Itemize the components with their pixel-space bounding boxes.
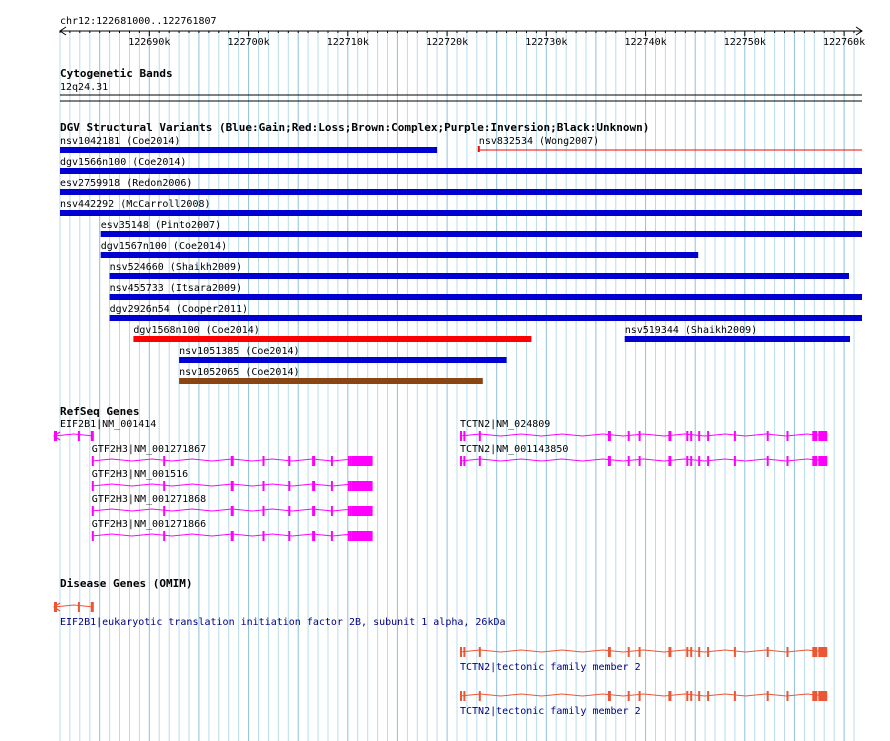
gene-exon — [734, 691, 736, 701]
gene-exon — [91, 431, 94, 441]
gene-exon — [698, 431, 700, 441]
gene-exon — [639, 456, 641, 466]
gene-exon — [163, 506, 165, 516]
gene-exon — [350, 506, 352, 516]
gene-exon — [92, 506, 94, 516]
ruler-tick-label: 122750k — [723, 37, 766, 48]
gene-exon — [668, 456, 671, 466]
dgv-variant-label: nsv519344 (Shaikh2009) — [624, 325, 758, 336]
dgv-variant-label: nsv832534 (Wong2007) — [478, 136, 600, 147]
dgv-variant-bar[interactable] — [60, 147, 437, 153]
refseq-gene-label: TCTN2|NM_024809 — [460, 419, 551, 430]
ruler — [60, 16, 865, 48]
gene-exon — [734, 456, 736, 466]
dgv-variant-label: dgv1566n100 (Coe2014) — [60, 157, 187, 168]
gene-exon — [312, 456, 315, 466]
gene-exon — [787, 691, 789, 701]
gene-exon — [787, 431, 789, 441]
gene-exon — [479, 431, 481, 441]
cytoband-track-title: Cytogenetic Bands — [60, 67, 173, 80]
gene-exon — [734, 431, 736, 441]
dgv-variant-bar[interactable] — [179, 357, 507, 363]
dgv-variant-label: dgv1567n100 (Coe2014) — [100, 241, 228, 252]
gene-exon — [348, 506, 350, 516]
refseq-track — [54, 405, 827, 541]
gene-exon — [352, 506, 373, 516]
gene-exon — [628, 456, 630, 466]
omim-features — [54, 602, 827, 717]
gene-exon — [690, 456, 692, 466]
dgv-track-title: DGV Structural Variants (Blue:Gain;Red:Loss;Brown:Complex;Purple:Inversion;Black:Unknown) — [60, 121, 650, 134]
gene-exon — [352, 456, 373, 466]
ruler-tick-label: 122690k — [128, 37, 171, 48]
gene-exon — [668, 647, 671, 657]
gene-exon — [78, 431, 80, 441]
ruler-tick-label: 122730k — [525, 37, 568, 48]
gene-exon — [818, 456, 827, 466]
gene-exon — [231, 456, 234, 466]
gene-exon — [628, 691, 630, 701]
gene-model[interactable] — [92, 481, 373, 491]
gene-model[interactable] — [460, 456, 827, 466]
omim-gene-label: TCTN2|tectonic family member 2 — [460, 706, 641, 717]
gene-exon — [767, 691, 769, 701]
gene-exon — [92, 456, 94, 466]
gene-exon — [331, 481, 333, 491]
gene-exon — [686, 647, 688, 657]
refseq-gene-label: GTF2H3|NM_001271868 — [91, 494, 207, 505]
refseq-track-title: RefSeq Genes — [60, 405, 140, 418]
gene-exon — [686, 691, 688, 701]
gene-exon — [463, 647, 465, 657]
gene-exon — [460, 456, 462, 466]
gene-exon — [767, 647, 769, 657]
gene-exon — [163, 481, 165, 491]
dgv-variant-label: nsv1042181 (Coe2014) — [60, 136, 181, 147]
gene-exon — [263, 456, 265, 466]
gene-exon — [348, 531, 350, 541]
gene-exon — [787, 456, 789, 466]
omim-track — [54, 577, 827, 717]
gene-model[interactable] — [460, 691, 827, 701]
gene-exon — [348, 456, 350, 466]
gene-intron — [460, 650, 827, 652]
dgv-variant-label: esv2759918 (Redon2006) — [60, 178, 193, 189]
gene-exon — [331, 531, 333, 541]
dgv-variant-bar[interactable] — [60, 168, 862, 174]
gene-exon — [690, 431, 692, 441]
ruler-tick-label: 122740k — [624, 37, 667, 48]
gene-exon — [767, 456, 769, 466]
omim-track-title: Disease Genes (OMIM) — [60, 577, 193, 590]
gene-exon — [690, 691, 692, 701]
gene-exon — [348, 481, 350, 491]
gene-exon — [479, 691, 481, 701]
ruler-tick-label: 122760k — [823, 37, 866, 48]
gene-exon — [231, 506, 234, 516]
refseq-features — [54, 419, 827, 541]
gene-exon — [707, 431, 709, 441]
ruler-ticks — [60, 27, 865, 48]
gene-exon — [463, 456, 465, 466]
gene-exon — [231, 531, 234, 541]
dgv-variant-label: esv35148 (Pinto2007) — [100, 220, 222, 231]
gene-exon — [288, 456, 290, 466]
ruler-tick-label: 122700k — [227, 37, 270, 48]
gene-intron — [460, 694, 827, 696]
refseq-gene-label: GTF2H3|NM_001271867 — [91, 444, 207, 455]
gene-exon — [818, 691, 827, 701]
gene-exon — [312, 481, 315, 491]
dgv-variant-label: dgv2926n54 (Cooper2011) — [109, 304, 249, 315]
gene-exon — [460, 431, 462, 441]
gene-exon — [812, 456, 817, 466]
gene-exon — [812, 691, 817, 701]
gene-model[interactable] — [460, 431, 827, 441]
omim-gene-label: EIF2B1|eukaryotic translation initiation factor 2B, subunit 1 alpha, 26kDa — [60, 617, 506, 628]
gene-exon — [231, 481, 234, 491]
cytoband-label: 12q24.31 — [60, 82, 109, 93]
dgv-variant-bar[interactable] — [625, 336, 850, 342]
cytoband-track — [60, 67, 862, 101]
gene-exon — [331, 506, 333, 516]
gene-exon — [263, 506, 265, 516]
gene-exon — [628, 431, 630, 441]
gene-exon — [479, 456, 481, 466]
gene-exon — [288, 481, 290, 491]
refseq-gene-label: GTF2H3|NM_001516 — [91, 469, 189, 480]
dgv-variant-bar[interactable] — [101, 252, 699, 258]
gene-exon — [263, 481, 265, 491]
gene-exon — [92, 481, 94, 491]
gene-exon — [91, 602, 94, 612]
gene-exon — [812, 647, 817, 657]
gene-model[interactable] — [460, 647, 827, 657]
gene-exon — [707, 456, 709, 466]
gene-exon — [707, 647, 709, 657]
gene-exon — [608, 456, 611, 466]
gene-exon — [698, 456, 700, 466]
gene-exon — [78, 602, 80, 612]
gene-exon — [812, 431, 817, 441]
gene-exon — [288, 506, 290, 516]
dgv-variant-label: nsv455733 (Itsara2009) — [109, 283, 243, 294]
gene-exon — [312, 531, 315, 541]
gene-exon — [608, 691, 611, 701]
dgv-variant-label: nsv524660 (Shaikh2009) — [109, 262, 243, 273]
refseq-gene-label: TCTN2|NM_001143850 — [460, 444, 569, 455]
gene-exon — [639, 431, 641, 441]
gene-exon — [698, 647, 700, 657]
gene-exon — [767, 431, 769, 441]
dgv-variant-bar[interactable] — [133, 336, 531, 342]
dgv-variant-bar[interactable] — [101, 231, 862, 237]
gene-exon — [668, 691, 671, 701]
gene-exon — [668, 431, 671, 441]
gene-exon — [163, 456, 165, 466]
gene-exon — [163, 531, 165, 541]
dgv-variant-bar[interactable] — [110, 294, 862, 300]
gene-exon — [92, 531, 94, 541]
gene-exon — [734, 647, 736, 657]
gene-exon — [460, 647, 462, 657]
dgv-variant-label: nsv442292 (McCarroll2008) — [60, 199, 211, 210]
dgv-variant-bar[interactable] — [60, 210, 862, 216]
refseq-gene-label: EIF2B1|NM_001414 — [60, 419, 157, 430]
omim-gene-label: TCTN2|tectonic family member 2 — [460, 662, 641, 673]
gene-exon — [350, 531, 352, 541]
dgv-variant-bar[interactable] — [60, 189, 862, 195]
dgv-features — [60, 136, 862, 384]
refseq-gene-label: GTF2H3|NM_001271866 — [91, 519, 207, 530]
gene-exon — [690, 647, 692, 657]
gene-exon — [288, 531, 290, 541]
gene-exon — [818, 647, 827, 657]
gene-exon — [608, 431, 611, 441]
gene-exon — [608, 647, 611, 657]
ruler-tick-label: 122720k — [426, 37, 469, 48]
dgv-variant-bar[interactable] — [179, 378, 483, 384]
gene-intron — [460, 434, 827, 436]
gene-exon — [350, 456, 352, 466]
gene-exon — [628, 647, 630, 657]
gene-exon — [263, 531, 265, 541]
gene-exon — [312, 506, 315, 516]
gene-exon — [639, 691, 641, 701]
gene-exon — [787, 647, 789, 657]
gene-exon — [460, 691, 462, 701]
dgv-track — [60, 121, 862, 384]
dgv-variant-label: nsv1051385 (Coe2014) — [179, 346, 300, 357]
gene-model[interactable] — [92, 456, 373, 466]
gene-exon — [331, 456, 333, 466]
gene-exon — [686, 456, 688, 466]
dgv-variant-bar[interactable] — [110, 273, 849, 279]
region-label: chr12:122681000..122761807 — [60, 16, 217, 27]
dgv-variant-label: dgv1568n100 (Coe2014) — [133, 325, 260, 336]
gene-model[interactable] — [92, 506, 373, 516]
gene-model[interactable] — [92, 531, 373, 541]
dgv-variant-bar[interactable] — [110, 315, 862, 321]
gene-exon — [818, 431, 827, 441]
gene-exon — [707, 691, 709, 701]
dgv-variant-label: nsv1052065 (Coe2014) — [179, 367, 300, 378]
gene-intron — [460, 459, 827, 461]
gene-exon — [698, 691, 700, 701]
gene-exon — [350, 481, 352, 491]
gene-exon — [686, 431, 688, 441]
gene-exon — [463, 691, 465, 701]
gene-exon — [479, 647, 481, 657]
gene-exon — [352, 481, 373, 491]
gene-exon — [463, 431, 465, 441]
gene-exon — [639, 647, 641, 657]
gene-exon — [352, 531, 373, 541]
ruler-tick-label: 122710k — [326, 37, 369, 48]
